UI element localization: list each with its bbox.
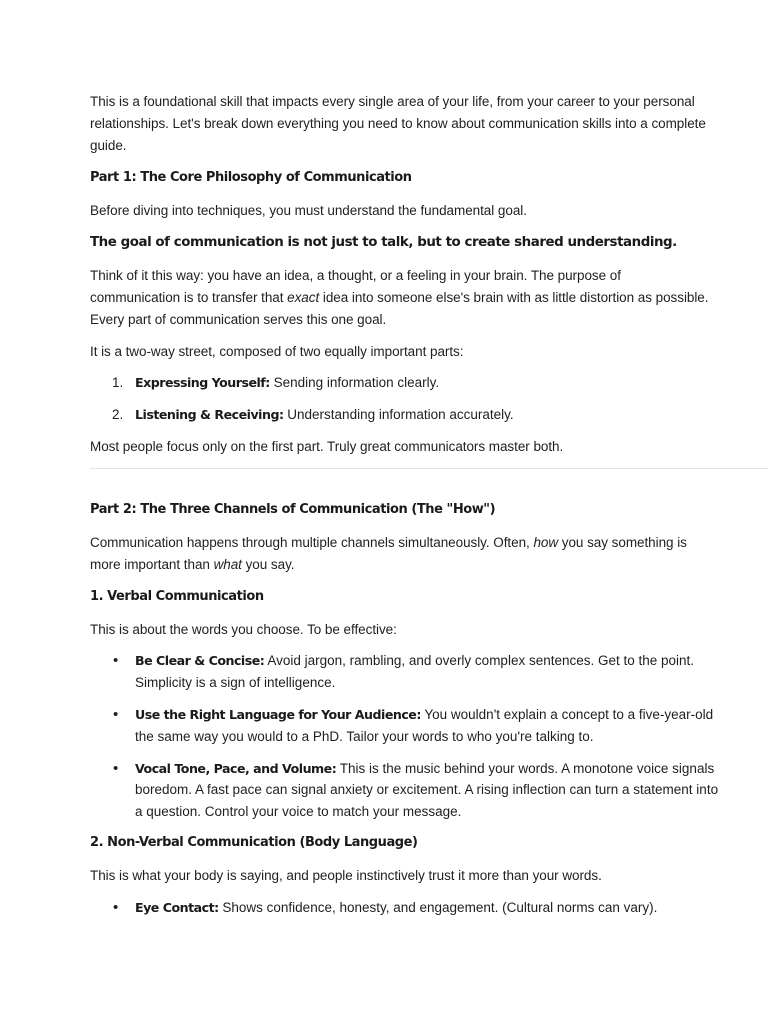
list-item <box>90 704 725 748</box>
most-people-paragraph: Most people focus only on the first part. Truly great communicators master both. <box>90 438 564 454</box>
list-item <box>90 758 725 823</box>
nonverbal-list <box>90 897 710 919</box>
list-term: Use the Right Language for Your Audience: <box>135 706 421 722</box>
list-text: Sending information clearly. <box>269 375 440 391</box>
nonverbal-intro-paragraph: This is what your body is saying, and people instinctively trust it more than your words. <box>90 867 602 883</box>
bullet-icon: • <box>113 759 119 777</box>
intro-paragraph: This is a foundational skill that impacts every single area of your life, from your career to your personal relationships. Let's break down everything you need to know about communication skills into a complete guide. <box>90 94 706 153</box>
bullet-icon: • <box>113 705 119 723</box>
list-text: Avoid jargon, rambling, and overly complex sentences. Get to the point. Simplicity is a sign of intelligence. <box>135 653 695 691</box>
channels-text-b: you say something is more important than <box>90 535 687 572</box>
list-item <box>90 650 725 694</box>
list-number: 1. <box>112 375 124 391</box>
part2-section <box>90 500 719 919</box>
channels-emphasis-how: how <box>533 535 559 550</box>
think-emphasis: exact <box>287 289 320 305</box>
verbal-heading: 1. Verbal Communication <box>90 588 264 604</box>
channels-intro-paragraph <box>90 532 710 576</box>
list-text: Understanding information accurately. <box>283 407 514 423</box>
list-number: 2. <box>112 407 124 423</box>
list-item <box>90 372 725 394</box>
part1-heading: Part 1: The Core Philosophy of Communication <box>90 170 412 186</box>
bullet-icon: • <box>113 898 119 916</box>
parts-list <box>90 372 710 426</box>
channels-emphasis-what: what <box>213 556 242 572</box>
list-term: Expressing Yourself: <box>135 375 270 391</box>
part2-heading: Part 2: The Three Channels of Communication (The "How") <box>90 502 496 517</box>
nonverbal-heading: 2. Non-Verbal Communication (Body Language) <box>90 834 418 850</box>
list-text: Shows confidence, honesty, and engagement. (Cultural norms can vary). <box>218 899 658 915</box>
list-text: You wouldn't explain a concept to a five-year-old the same way you would to a PhD. Tailor your words to who you're talking to. <box>135 706 714 744</box>
think-text-a: Think of it this way: you have an idea, a thought, or a feeling in your brain. The purpose of communication is to transfer that <box>90 268 621 305</box>
channels-text-c: you say. <box>241 556 295 572</box>
goal-statement: The goal of communication is not just to talk, but to create shared understanding. <box>90 235 677 251</box>
list-text: This is the music behind your words. A monotone voice signals boredom. A fast pace can signal anxiety or excitement. A rising inflection can turn a statement into a question. Control your voice to match your message. <box>135 760 719 820</box>
before-paragraph: Before diving into techniques, you must understand the fundamental goal. <box>90 203 527 219</box>
list-term: Eye Contact: <box>135 899 219 915</box>
list-term: Listening & Receiving: <box>135 407 284 423</box>
list-item <box>90 404 725 426</box>
list-term: Be Clear & Concise: <box>135 653 265 669</box>
section-divider <box>90 468 768 469</box>
think-text-b: idea into someone else's brain with as little distortion as possible. Every part of communication serves this one goal. <box>90 289 709 327</box>
list-term: Vocal Tone, Pace, and Volume: <box>135 760 337 776</box>
verbal-intro-paragraph: This is about the words you choose. To be effective: <box>90 621 397 637</box>
channels-text-a: Communication happens through multiple channels simultaneously. Often, <box>90 535 534 550</box>
document-body <box>90 91 710 458</box>
bullet-icon: • <box>113 652 119 670</box>
verbal-list <box>90 650 719 823</box>
list-item <box>90 897 725 919</box>
two-way-paragraph: It is a two-way street, composed of two equally important parts: <box>90 343 464 359</box>
think-paragraph <box>90 265 710 330</box>
